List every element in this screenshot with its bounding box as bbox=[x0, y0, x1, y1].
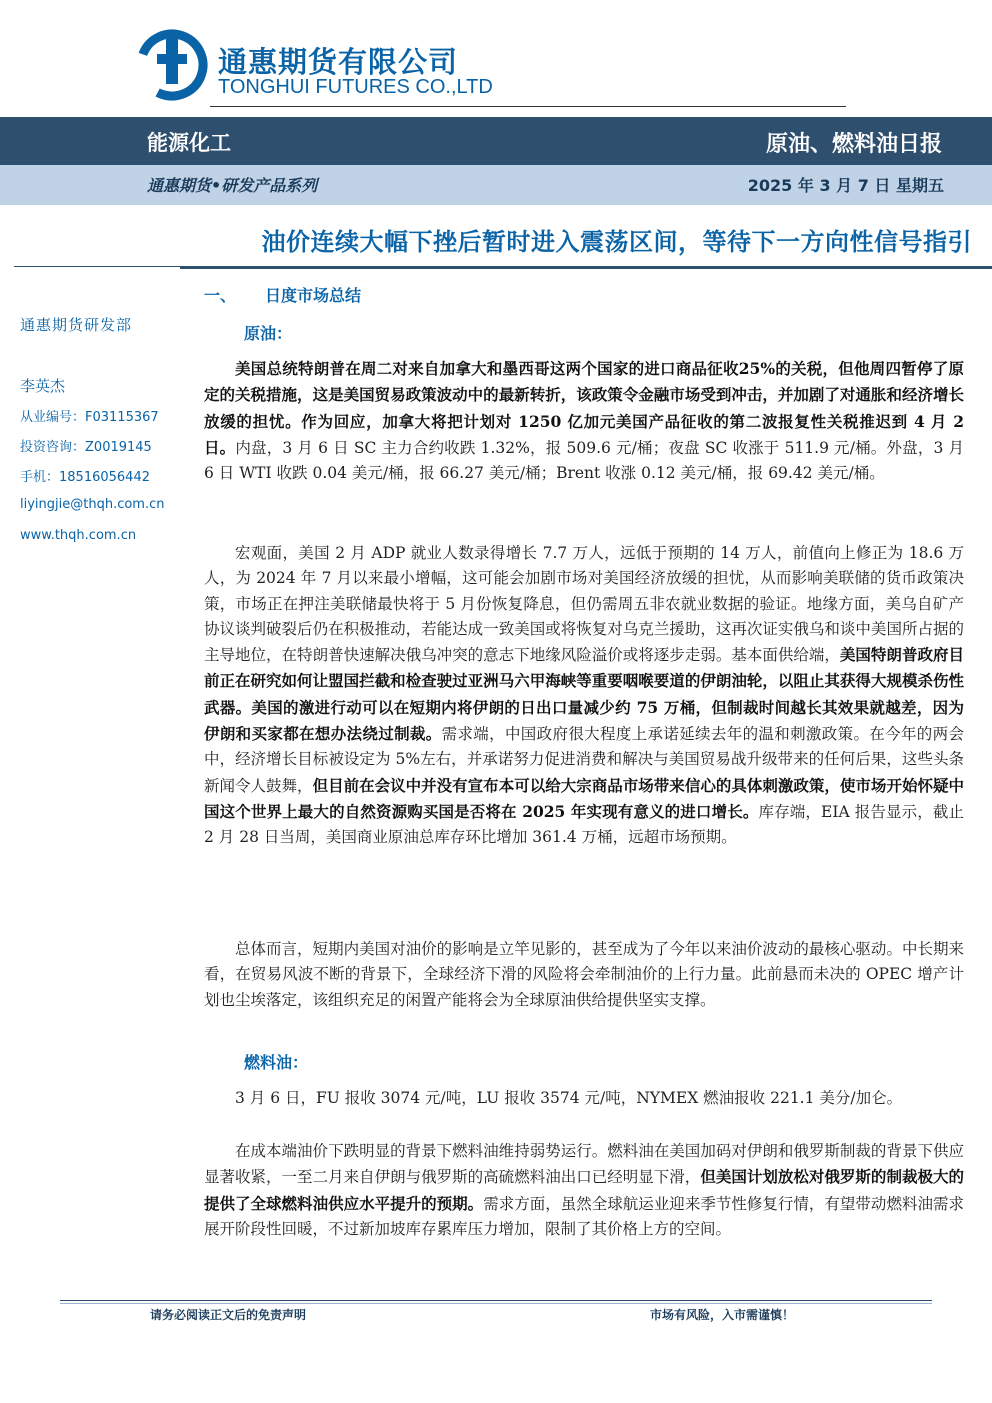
license-label: 从业编号： bbox=[20, 410, 86, 425]
consult-label: 投资咨询： bbox=[20, 440, 86, 455]
footer-risk-warning: 市场有风险，入市需谨慎！ bbox=[650, 1308, 795, 1322]
sidebar-website[interactable]: www.thqh.com.cn bbox=[20, 528, 137, 543]
fuel-p2-b: 但美国计划放松对俄罗斯的制裁极大的提供了全球燃料油供应水平提升的预期。 bbox=[204, 1167, 964, 1213]
sidebar-email[interactable]: liyingjie@thqh.com.cn bbox=[20, 497, 165, 512]
company-name-en: TONGHUI FUTURES CO.,LTD bbox=[218, 76, 493, 98]
sidebar-department: 通惠期货研发部 bbox=[20, 316, 133, 334]
sidebar-divider bbox=[14, 266, 180, 267]
company-name-cn: 通惠期货有限公司 bbox=[218, 45, 459, 79]
section-1-title: 日度市场总结 bbox=[265, 286, 362, 305]
sidebar-phone bbox=[20, 466, 150, 485]
phone-label: 手机： bbox=[20, 470, 60, 485]
report-title: 原油、燃料油日报 bbox=[765, 132, 942, 157]
crude-p1-rest: 内盘，3 月 6 日 SC 主力合约收跌 1.32%，报 509.6 元/桶；夜盘 SC 收涨于 511.9 元/桶。外盘，3 月 6 日 WTI 收跌 0.04 美元/桶，报 66.27 美元/桶；Brent 收涨 0.12 美元/桶，报 69.42 美元/桶。 bbox=[204, 438, 964, 483]
crude-p2-b: 美国特朗普政府目前正在研究如何让盟国拦截和检查驶过亚洲马六甲海峡等重要咽喉要道的伊朗油轮，以阻止其获得大规模杀伤性武器。美国的激进行动可以在短期内将伊朗的日出口量减少约 75 万桶，但制裁时间越长其效果就越差，因为伊朗和买家都在想办法绕过制裁。 bbox=[204, 645, 964, 744]
fuel-p2-c: 需求方面，虽然全球航运业迎来季节性修复行情，有望带动燃料油需求展开阶段性回暖，不过新加坡库存累库压力增加，限制了其价格上方的空间。 bbox=[204, 1194, 964, 1238]
crude-paragraph-1 bbox=[204, 356, 964, 486]
headline-divider bbox=[180, 266, 992, 269]
footer-disclaimer[interactable]: 请务必阅读正文后的免责声明 bbox=[150, 1308, 307, 1322]
crude-paragraph-2 bbox=[204, 541, 964, 851]
report-category: 能源化工 bbox=[147, 131, 231, 155]
section-1-number: 一、 bbox=[204, 286, 237, 305]
fuel-heading: 燃料油： bbox=[244, 1053, 309, 1072]
fuel-paragraph-1: 3 月 6 日，FU 报收 3074 元/吨，LU 报收 3574 元/吨，NYMEX 燃油报收 221.1 美分/加仑。 bbox=[235, 1089, 903, 1107]
consult-value: Z0019145 bbox=[85, 440, 152, 455]
sidebar-analyst: 李英杰 bbox=[20, 377, 66, 395]
crude-p2-e: 库存端，EIA 报告显示，截止 2 月 28 日当周，美国商业原油总库存环比增加 361.4 万桶，远超市场预期。 bbox=[204, 802, 964, 847]
phone-value: 18516056442 bbox=[59, 470, 150, 485]
fuel-p2-a: 在成本端油价下跌明显的背景下燃料油维持弱势运行。燃料油在美国加码对伊朗和俄罗斯制裁的背景下供应显著收紧，一至二月来自伊朗与俄罗斯的高硫燃料油出口已经明显下滑， bbox=[204, 1142, 964, 1187]
report-series: 通惠期货•研发产品系列 bbox=[147, 176, 318, 195]
company-logo-icon bbox=[135, 28, 209, 102]
crude-p2-d: 但目前在会议中并没有宣布本可以给大宗商品市场带来信心的具体刺激政策，使市场开始怀疑中国这个世界上最大的自然资源购买国是否将在 2025 年实现有意义的进口增长。 bbox=[204, 775, 964, 821]
footer-divider bbox=[60, 1300, 932, 1301]
crude-p2-c: 需求端，中国政府很大程度上承诺延续去年的温和刺激政策。在今年的两会中，经济增长目标被设定为 5%左右，并承诺努力促进消费和解决与美国贸易战升级带来的任何后果，这些头条新闻令人鼓舞， bbox=[204, 725, 964, 795]
logo-divider bbox=[210, 106, 846, 107]
crude-heading: 原油： bbox=[244, 324, 293, 343]
headline: 油价连续大幅下挫后暂时进入震荡区间，等待下一方向性信号指引 bbox=[261, 228, 972, 256]
fuel-paragraph-2 bbox=[204, 1139, 964, 1242]
crude-p1-bold: 美国总统特朗普在周二对来自加拿大和墨西哥这两个国家的进口商品征收25%的关税，但他周四暂停了原定的关税措施，这是美国贸易政策波动中的最新转折，该政策令金融市场受到冲击，并加剧了对通胀和经济增长放缓的担忧。作为回应，加拿大将把计划对 1250 亿加元美国产品征收的第二波报复性关税推迟到 4 月 2 日。 bbox=[204, 359, 964, 457]
crude-paragraph-3: 总体而言，短期内美国对油价的影响是立竿见影的，甚至成为了今年以来油价波动的最核心驱动。中长期来看，在贸易风波不断的背景下，全球经济下滑的风险将会牵制油价的上行力量。此前悬而未决的 OPEC 增产计划也尘埃落定，该组织充足的闲置产能将会为全球原油供给提供坚实支撑。 bbox=[204, 940, 964, 1009]
license-value: F03115367 bbox=[85, 410, 159, 425]
crude-p2-a: 宏观面，美国 2 月 ADP 就业人数录得增长 7.7 万人，远低于预期的 14 万人，前值向上修正为 18.6 万人，为 2024 年 7 月以来最小增幅，这可能会加剧市场对美国经济放缓的担忧，从而影响美联储的货币政策决策，市场正在押注美联储最快将于 5 月份恢复降息，但仍需周五非农就业数据的验证。地缘方面，美乌自矿产协议谈判破裂后仍在积极推动，若能达成一致美国或将恢复对乌克兰援助，这再次证实俄乌和谈中美国所占据的主导地位，在特朗普快速解决俄乌冲突的意志下地缘风险溢价或将逐步走弱。基本面供给端， bbox=[204, 544, 964, 665]
sidebar-consult bbox=[20, 436, 152, 455]
report-date: 2025 年 3 月 7 日 星期五 bbox=[747, 176, 944, 195]
footer-divider-light bbox=[60, 1303, 932, 1304]
sidebar-license bbox=[20, 406, 159, 425]
